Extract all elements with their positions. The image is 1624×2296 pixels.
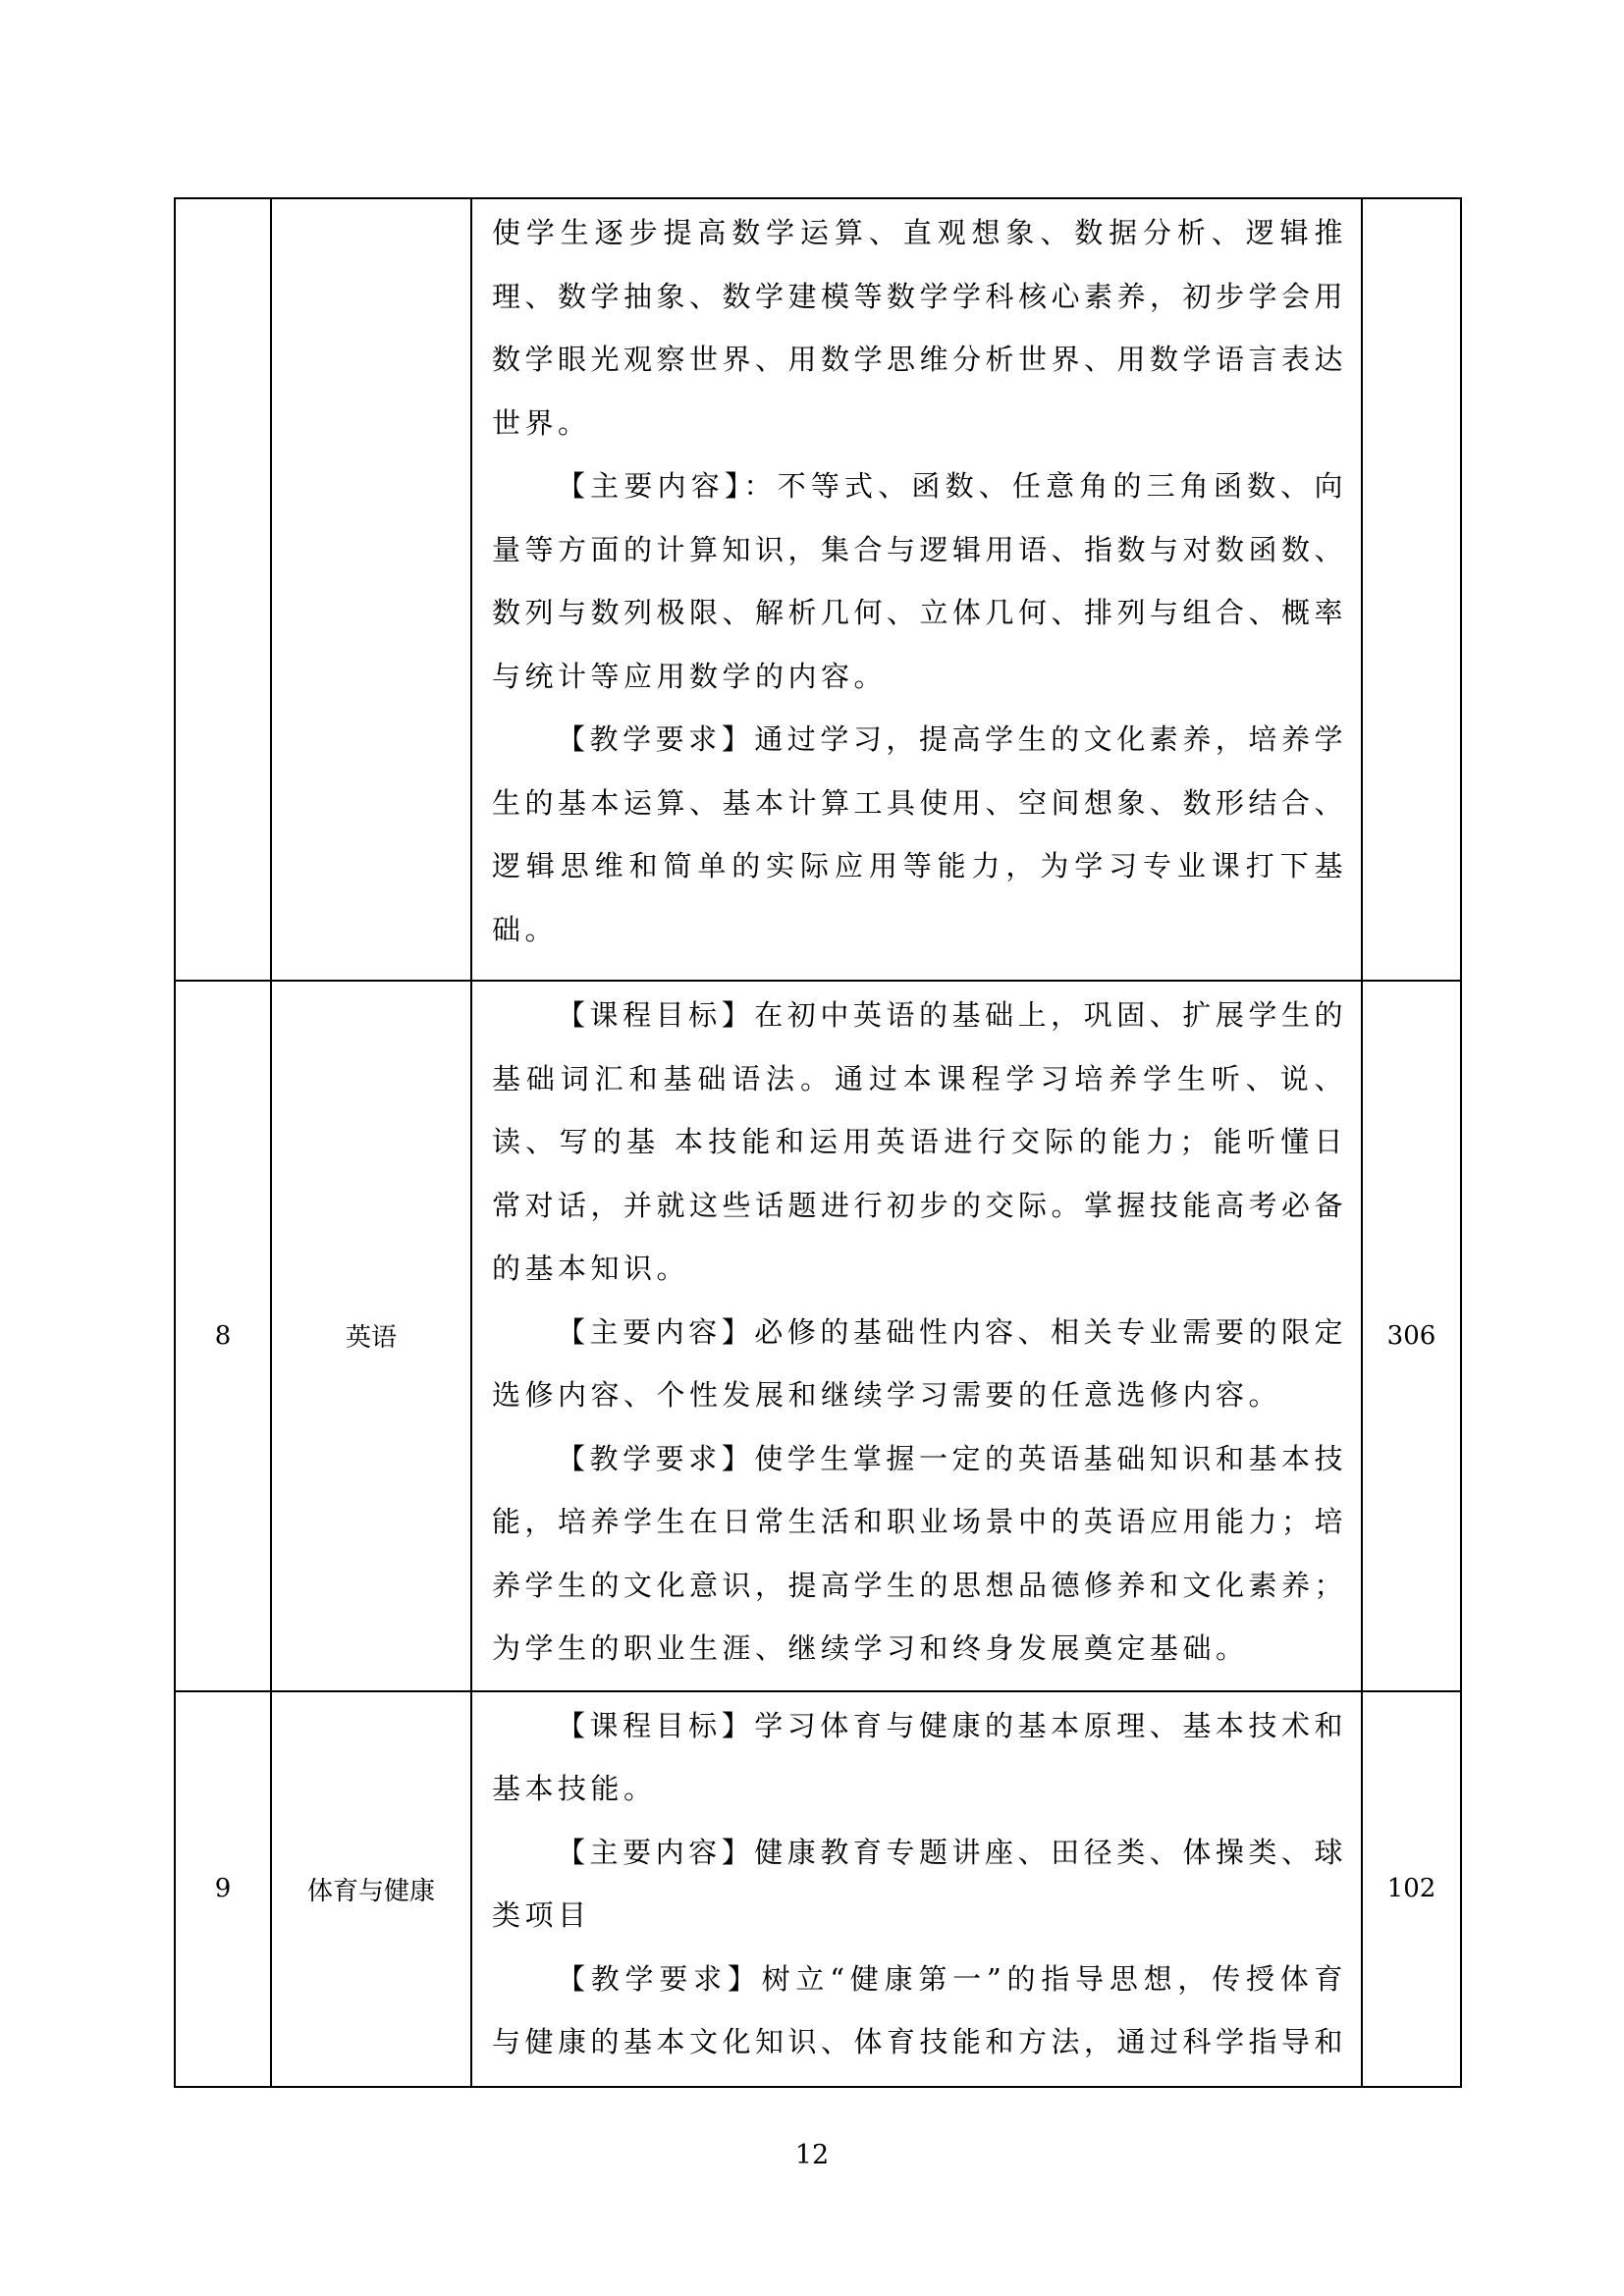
- table-row-pe: [175, 1691, 1461, 2087]
- course-name-cell: 英语: [271, 981, 471, 1691]
- course-hours-cell: 306: [1362, 981, 1461, 1691]
- description-paragraph: 【教学要求】使学生掌握一定的英语基础知识和基本技能，培养学生在日常生活和职业场景中的英语应用能力；培养学生的文化意识，提高学生的思想品德修养和文化素养；为学生的职业生涯、继续学习和终身发展奠定基础。: [492, 1441, 1348, 1665]
- row-number-cell: [175, 198, 271, 981]
- description-paragraph: 【主要内容】必修的基础性内容、相关专业需要的限定选修内容、个性发展和继续学习需要的任意选修内容。: [492, 1314, 1347, 1412]
- course-name-cell: [271, 198, 471, 981]
- description-paragraph: 【主要内容】健康教育专题讲座、田径类、体操类、球类项目: [492, 1835, 1347, 1932]
- description-paragraph: 【课程目标】学习体育与健康的基本原理、基本技术和基本技能。: [492, 1708, 1347, 1805]
- table-row-english: [175, 981, 1461, 1691]
- row-number-cell: 9: [175, 1691, 271, 2087]
- course-table: [174, 197, 1462, 2088]
- table-row-math: [175, 198, 1461, 981]
- description-paragraph: 【教学要求】通过学习，提高学生的文化素养，培养学生的基本运算、基本计算工具使用、空间想象、数形结合、逻辑思维和简单的实际应用等能力，为学习专业课打下基础。: [492, 722, 1348, 946]
- description-paragraph: 【主要内容】：不等式、函数、任意角的三角函数、向量等方面的计算知识，集合与逻辑用语、指数与对数函数、数列与数列极限、解析几何、立体几何、排列与组合、概率与统计等应用数学的内容。: [492, 469, 1348, 693]
- description-paragraph: 使学生逐步提高数学运算、直观想象、数据分析、逻辑推理、数学抽象、数学建模等数学学科核心素养，初步学会用数学眼光观察世界、用数学思维分析世界、用数学语言表达世界。: [492, 216, 1348, 440]
- row-number-cell: 8: [175, 981, 271, 1691]
- description-paragraph: 【教学要求】树立“健康第一”的指导思想，传授体育与健康的基本文化知识、体育技能和方法，通过科学指导和: [492, 1961, 1348, 2058]
- course-description-cell: [471, 1691, 1362, 2087]
- course-name-cell: 体育与健康: [271, 1691, 471, 2087]
- page-number: 12: [794, 2140, 830, 2170]
- course-hours-cell: [1362, 198, 1461, 981]
- course-hours-cell: 102: [1362, 1691, 1461, 2087]
- course-description-cell: [471, 981, 1362, 1691]
- description-paragraph: 【课程目标】在初中英语的基础上，巩固、扩展学生的基础词汇和基础语法。通过本课程学习培养学生听、说、读、写的基 本技能和运用英语进行交际的能力；能听懂日常对话，并就这些话题进行初步的交际。掌握技能高考必备的基本知识。: [492, 998, 1348, 1285]
- course-description-cell: [471, 198, 1362, 981]
